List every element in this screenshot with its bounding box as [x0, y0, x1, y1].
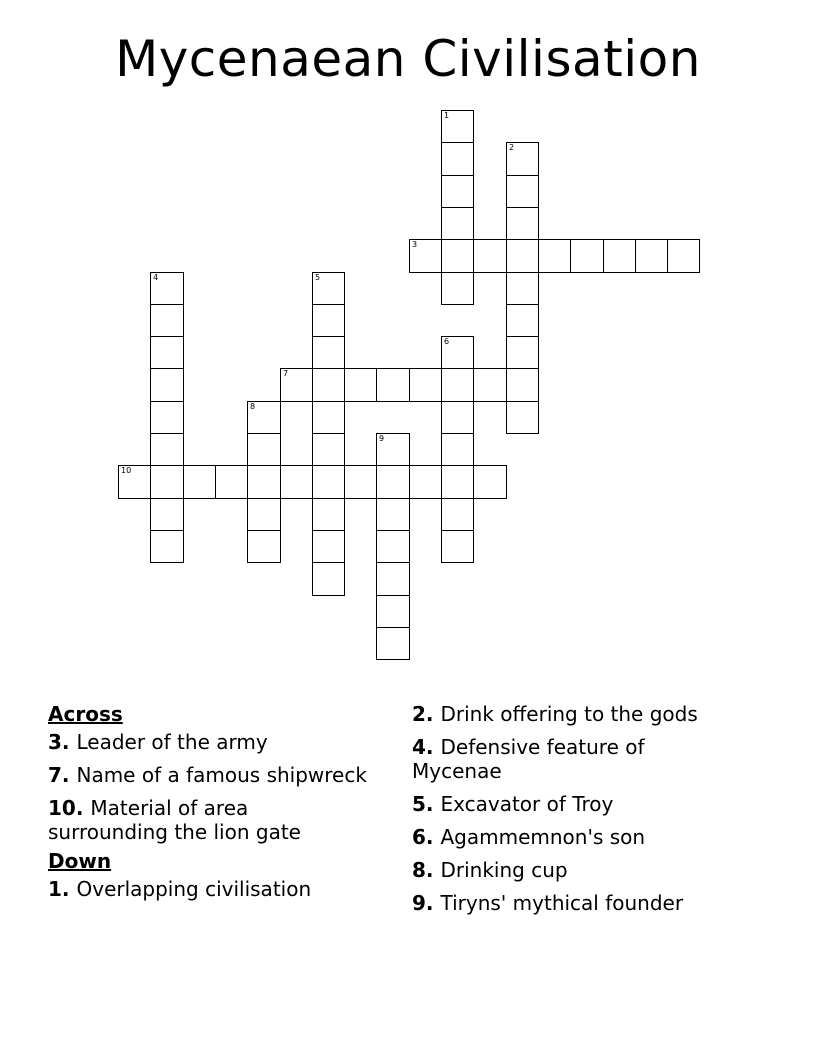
- grid-cell: [473, 368, 507, 402]
- clue-text: Drink offering to the gods: [440, 702, 698, 726]
- clue-number: 3: [48, 730, 62, 754]
- grid-cell: [473, 239, 507, 273]
- clue-text: Material of area surrounding the lion gate: [48, 796, 301, 844]
- grid-cell: [376, 465, 410, 499]
- clue-number: 8: [412, 858, 426, 882]
- grid-cell: [183, 465, 216, 499]
- grid-cell: [441, 401, 474, 434]
- grid-cell: [312, 272, 345, 305]
- grid-cell: [150, 336, 184, 369]
- grid-cell: [441, 336, 474, 369]
- grid-cell: [312, 401, 345, 434]
- cell-number: 4: [153, 273, 159, 282]
- clue-down-1: 1. Overlapping civilisation: [48, 877, 312, 901]
- clue-across-10: 10. Material of area surrounding the lion gate: [48, 796, 301, 844]
- grid-cell: [635, 239, 668, 273]
- grid-cell: [312, 562, 345, 596]
- grid-cell: [150, 304, 184, 337]
- clue-down-4: 4. Defensive feature of Mycenae: [412, 735, 645, 783]
- grid-cell: [506, 142, 539, 176]
- grid-cell: [570, 239, 604, 273]
- grid-cell: [150, 433, 184, 466]
- clue-down-2: 2. Drink offering to the gods: [412, 702, 698, 726]
- page-title: Mycenaean Civilisation: [115, 30, 701, 88]
- grid-cell: [280, 368, 313, 402]
- clue-text: Leader of the army: [76, 730, 268, 754]
- grid-cell: [506, 175, 539, 208]
- grid-cell: [409, 465, 442, 499]
- grid-cell: [506, 304, 539, 337]
- grid-cell: [247, 498, 281, 531]
- grid-cell: [344, 465, 377, 499]
- grid-cell: [376, 562, 410, 596]
- grid-cell: [312, 336, 345, 369]
- grid-cell: [506, 401, 539, 434]
- clue-text: Excavator of Troy: [440, 792, 614, 816]
- grid-cell: [506, 239, 539, 273]
- clue-text: Tiryns' mythical founder: [440, 891, 684, 915]
- grid-cell: [150, 530, 184, 563]
- clue-down-6: 6. Agammemnon's son: [412, 825, 646, 849]
- grid-cell: [667, 239, 700, 273]
- cell-number: 2: [509, 143, 515, 152]
- grid-cell: [215, 465, 248, 499]
- clue-number: 6: [412, 825, 426, 849]
- grid-cell: [441, 433, 474, 466]
- grid-cell: [247, 401, 281, 434]
- grid-cell: [473, 465, 507, 499]
- grid-cell: [150, 401, 184, 434]
- down-heading: Down: [48, 849, 112, 873]
- grid-cell: [312, 530, 345, 563]
- grid-cell: [247, 433, 281, 466]
- grid-cell: [538, 239, 571, 273]
- grid-cell: [376, 498, 410, 531]
- clue-down-5: 5. Excavator of Troy: [412, 792, 614, 816]
- grid-cell: [312, 498, 345, 531]
- clue-number: 5: [412, 792, 426, 816]
- grid-cell: [312, 465, 345, 499]
- grid-cell: [441, 498, 474, 531]
- grid-cell: [150, 465, 184, 499]
- grid-cell: [150, 272, 184, 305]
- clue-number: 1: [48, 877, 62, 901]
- grid-cell: [150, 368, 184, 402]
- clue-down-8: 8. Drinking cup: [412, 858, 568, 882]
- grid-cell: [441, 175, 474, 208]
- down-clues-column: [412, 702, 752, 924]
- cell-number: 3: [412, 240, 418, 249]
- cell-number: 10: [121, 466, 132, 475]
- cell-number: 5: [315, 273, 321, 282]
- grid-cell: [409, 368, 442, 402]
- cell-number: 6: [444, 337, 450, 346]
- grid-cell: [247, 530, 281, 563]
- grid-cell: [409, 239, 442, 273]
- grid-cell: [441, 142, 474, 176]
- grid-cell: [118, 465, 151, 499]
- cell-number: 8: [250, 402, 256, 411]
- clue-across-3: 3. Leader of the army: [48, 730, 268, 754]
- grid-cell: [441, 465, 474, 499]
- clue-text: Name of a famous shipwreck: [76, 763, 367, 787]
- across-clues-column: [48, 702, 388, 910]
- grid-cell: [312, 304, 345, 337]
- grid-cell: [376, 368, 410, 402]
- clue-number: 2: [412, 702, 426, 726]
- grid-cell: [280, 465, 313, 499]
- grid-cell: [376, 530, 410, 563]
- grid-cell: [441, 530, 474, 563]
- cell-number: 9: [379, 434, 385, 443]
- grid-cell: [441, 239, 474, 273]
- grid-cell: [312, 368, 345, 402]
- grid-cell: [376, 595, 410, 628]
- cell-number: 1: [444, 111, 450, 120]
- grid-cell: [312, 433, 345, 466]
- grid-cell: [603, 239, 636, 273]
- clue-text: Drinking cup: [440, 858, 568, 882]
- clue-down-9: 9. Tiryns' mythical founder: [412, 891, 684, 915]
- grid-cell: [506, 207, 539, 240]
- grid-cell: [506, 272, 539, 305]
- grid-cell: [441, 110, 474, 143]
- grid-cell: [441, 272, 474, 305]
- grid-cell: [376, 433, 410, 466]
- clue-number: 10: [48, 796, 76, 820]
- grid-cell: [344, 368, 377, 402]
- grid-cell: [150, 498, 184, 531]
- clue-number: 7: [48, 763, 62, 787]
- grid-cell: [506, 336, 539, 369]
- cell-number: 7: [283, 369, 289, 378]
- grid-cell: [376, 627, 410, 660]
- clue-across-7: 7. Name of a famous shipwreck: [48, 763, 367, 787]
- clue-text: Defensive feature of Mycenae: [412, 735, 645, 783]
- grid-cell: [247, 465, 281, 499]
- grid-cell: [506, 368, 539, 402]
- clue-number: 4: [412, 735, 426, 759]
- clue-number: 9: [412, 891, 426, 915]
- grid-cell: [441, 368, 474, 402]
- across-heading: Across: [48, 702, 123, 726]
- clue-text: Agammemnon's son: [440, 825, 646, 849]
- grid-cell: [441, 207, 474, 240]
- clue-text: Overlapping civilisation: [76, 877, 312, 901]
